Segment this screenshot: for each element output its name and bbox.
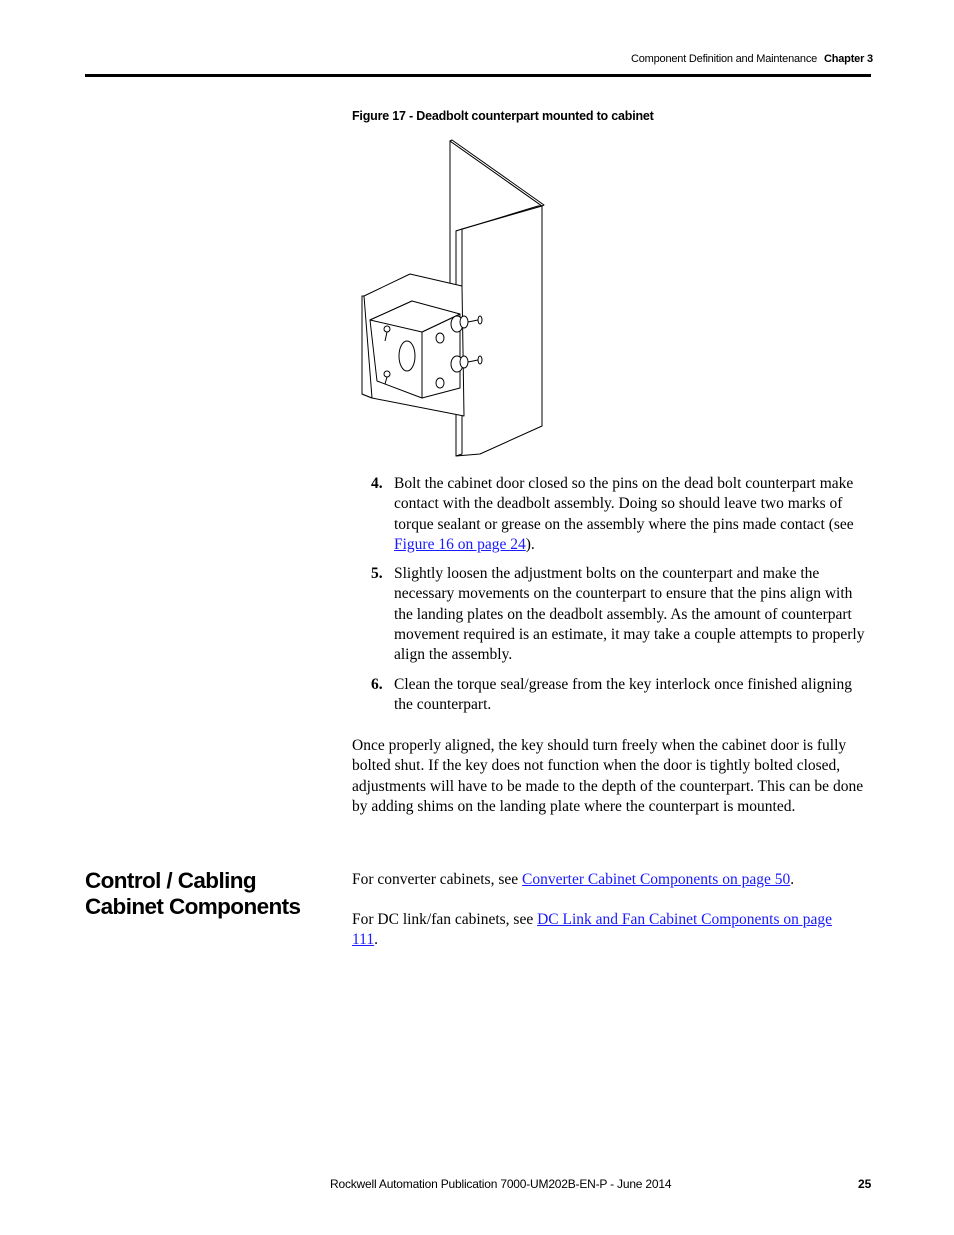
- figure-16-link[interactable]: Figure 16 on page 24: [394, 535, 526, 553]
- dc-link-components-link[interactable]: DC Link and Fan Cabinet Components on page 111: [352, 911, 833, 949]
- page-number: 25: [858, 1177, 872, 1191]
- figure-caption: Figure 17 - Deadbolt counterpart mounted to cabinet: [352, 109, 654, 123]
- deadbolt-counterpart-illustration: [352, 136, 552, 461]
- header-rule: [85, 74, 871, 77]
- dc-link-paragraph: For DC link/fan cabinets, see DC Link and Fan Cabinet Components on page 111.: [352, 911, 833, 949]
- step-5: [371, 564, 871, 665]
- converter-components-link[interactable]: Converter Cabinet Components on page 50: [522, 871, 791, 888]
- step-number: 5.: [371, 565, 383, 582]
- step-number: 4.: [371, 475, 383, 492]
- step-6: [371, 675, 871, 716]
- section-heading: Control / Cabling Cabinet Components: [85, 868, 301, 919]
- converter-paragraph: For converter cabinets, see Converter Cabinet Components on page 50.: [352, 871, 795, 888]
- running-header-section: Component Definition and Maintenance: [631, 53, 818, 65]
- step-text: Slightly loosen the adjustment bolts on the counterpart and make the necessary movements on the counterpart to ensure that the pins align with the landing plates on the deadbolt assembly. As the amount of counterpart movement required is an estimate, it may take a couple attempts to properly align the assembly.: [394, 565, 865, 664]
- step-text: Clean the torque seal/grease from the key interlock once finished aligning the counterpart.: [394, 676, 852, 714]
- step-4: [371, 474, 871, 555]
- running-header-chapter: Chapter 3: [824, 53, 873, 65]
- step-number: 6.: [371, 676, 383, 693]
- alignment-paragraph: Once properly aligned, the key should turn freely when the cabinet door is fully bolted shut. If the key does not function when the door is tightly bolted closed, adjustments will have to be made to the depth of the counterpart. This can be done by adding shims on the landing plate where the counterpart is mounted.: [352, 737, 864, 815]
- footer-publication: Rockwell Automation Publication 7000-UM202B-EN-P - June 2014: [330, 1177, 672, 1191]
- step-text: Bolt the cabinet door closed so the pins on the dead bolt counterpart make contact with the deadbolt assembly. Doing so should leave two marks of torque sealant or grease on the assembly where the pins made contact (see Figure 16 on page 24).: [394, 475, 854, 553]
